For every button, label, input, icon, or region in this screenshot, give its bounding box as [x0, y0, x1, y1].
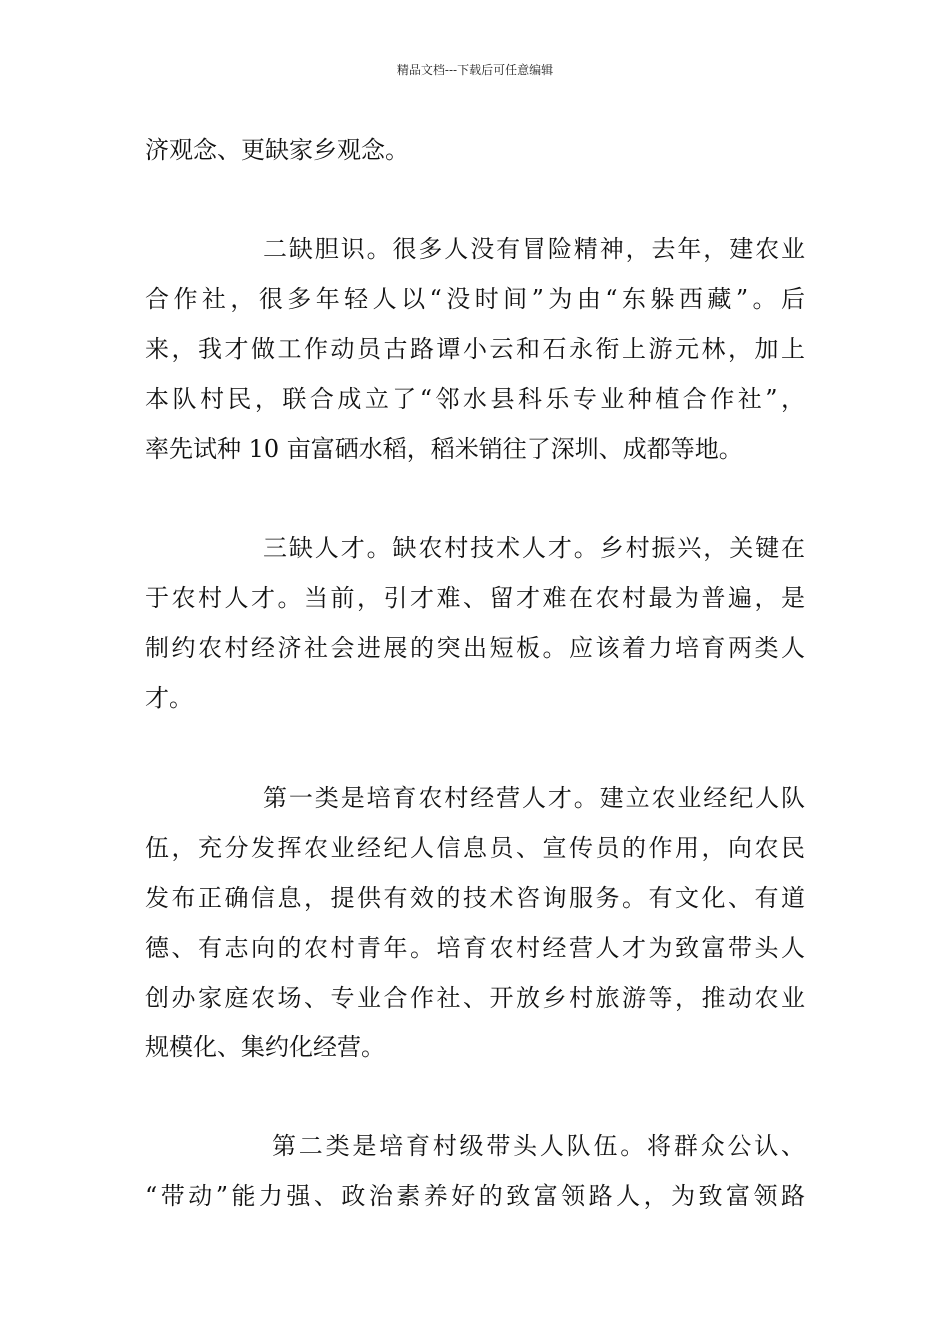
paragraph-2-line-2: 合作社，很多年轻人以“没时间”为由“东躲西藏”。后	[145, 285, 805, 313]
page-header: 精品文档---下载后可任意编辑	[396, 63, 554, 77]
paragraph-3-line-3: 制约农村经济社会进展的突出短板。应该着力培育两类人	[145, 634, 805, 662]
paragraph-4-line-4: 德、有志向的农村青年。培育农村经营人才为致富带头人	[145, 934, 805, 962]
paragraph-2-line-3: 来，我才做工作动员古路谭小云和石永衔上游元林，加上	[145, 335, 805, 363]
paragraph-4-line-5: 创办家庭农场、专业合作社、开放乡村旅游等，推动农业	[145, 984, 805, 1012]
paragraph-3-line-4: 才。	[145, 684, 193, 712]
paragraph-3-line-2: 于农村人才。当前，引才难、留才难在农村最为普遍，是	[145, 584, 805, 612]
paragraph-3-line-1: 三缺人才。缺农村技术人才。乡村振兴，关键在	[263, 534, 805, 562]
paragraph-2-line-5: 率先试种 10 亩富硒水稻，稻米销往了深圳、成都等地。	[145, 435, 743, 463]
paragraph-5-line-1: 第二类是培育村级带头人队伍。将群众公认、	[272, 1132, 805, 1160]
paragraph-1-line-1: 济观念、更缺家乡观念。	[145, 136, 409, 164]
paragraph-5-line-2: “带动”能力强、政治素养好的致富领路人，为致富领路	[145, 1182, 805, 1210]
paragraph-2-line-1: 二缺胆识。很多人没有冒险精神，去年，建农业	[263, 235, 805, 263]
paragraph-4-line-3: 发布正确信息，提供有效的技术咨询服务。有文化、有道	[145, 884, 805, 912]
paragraph-2-line-4: 本队村民，联合成立了“邻水县科乐专业种植合作社”，	[145, 385, 805, 413]
paragraph-4-line-6: 规模化、集约化经营。	[145, 1033, 385, 1061]
paragraph-4-line-2: 伍，充分发挥农业经纪人信息员、宣传员的作用，向农民	[145, 834, 805, 862]
paragraph-4-line-1: 第一类是培育农村经营人才。建立农业经纪人队	[263, 784, 805, 812]
